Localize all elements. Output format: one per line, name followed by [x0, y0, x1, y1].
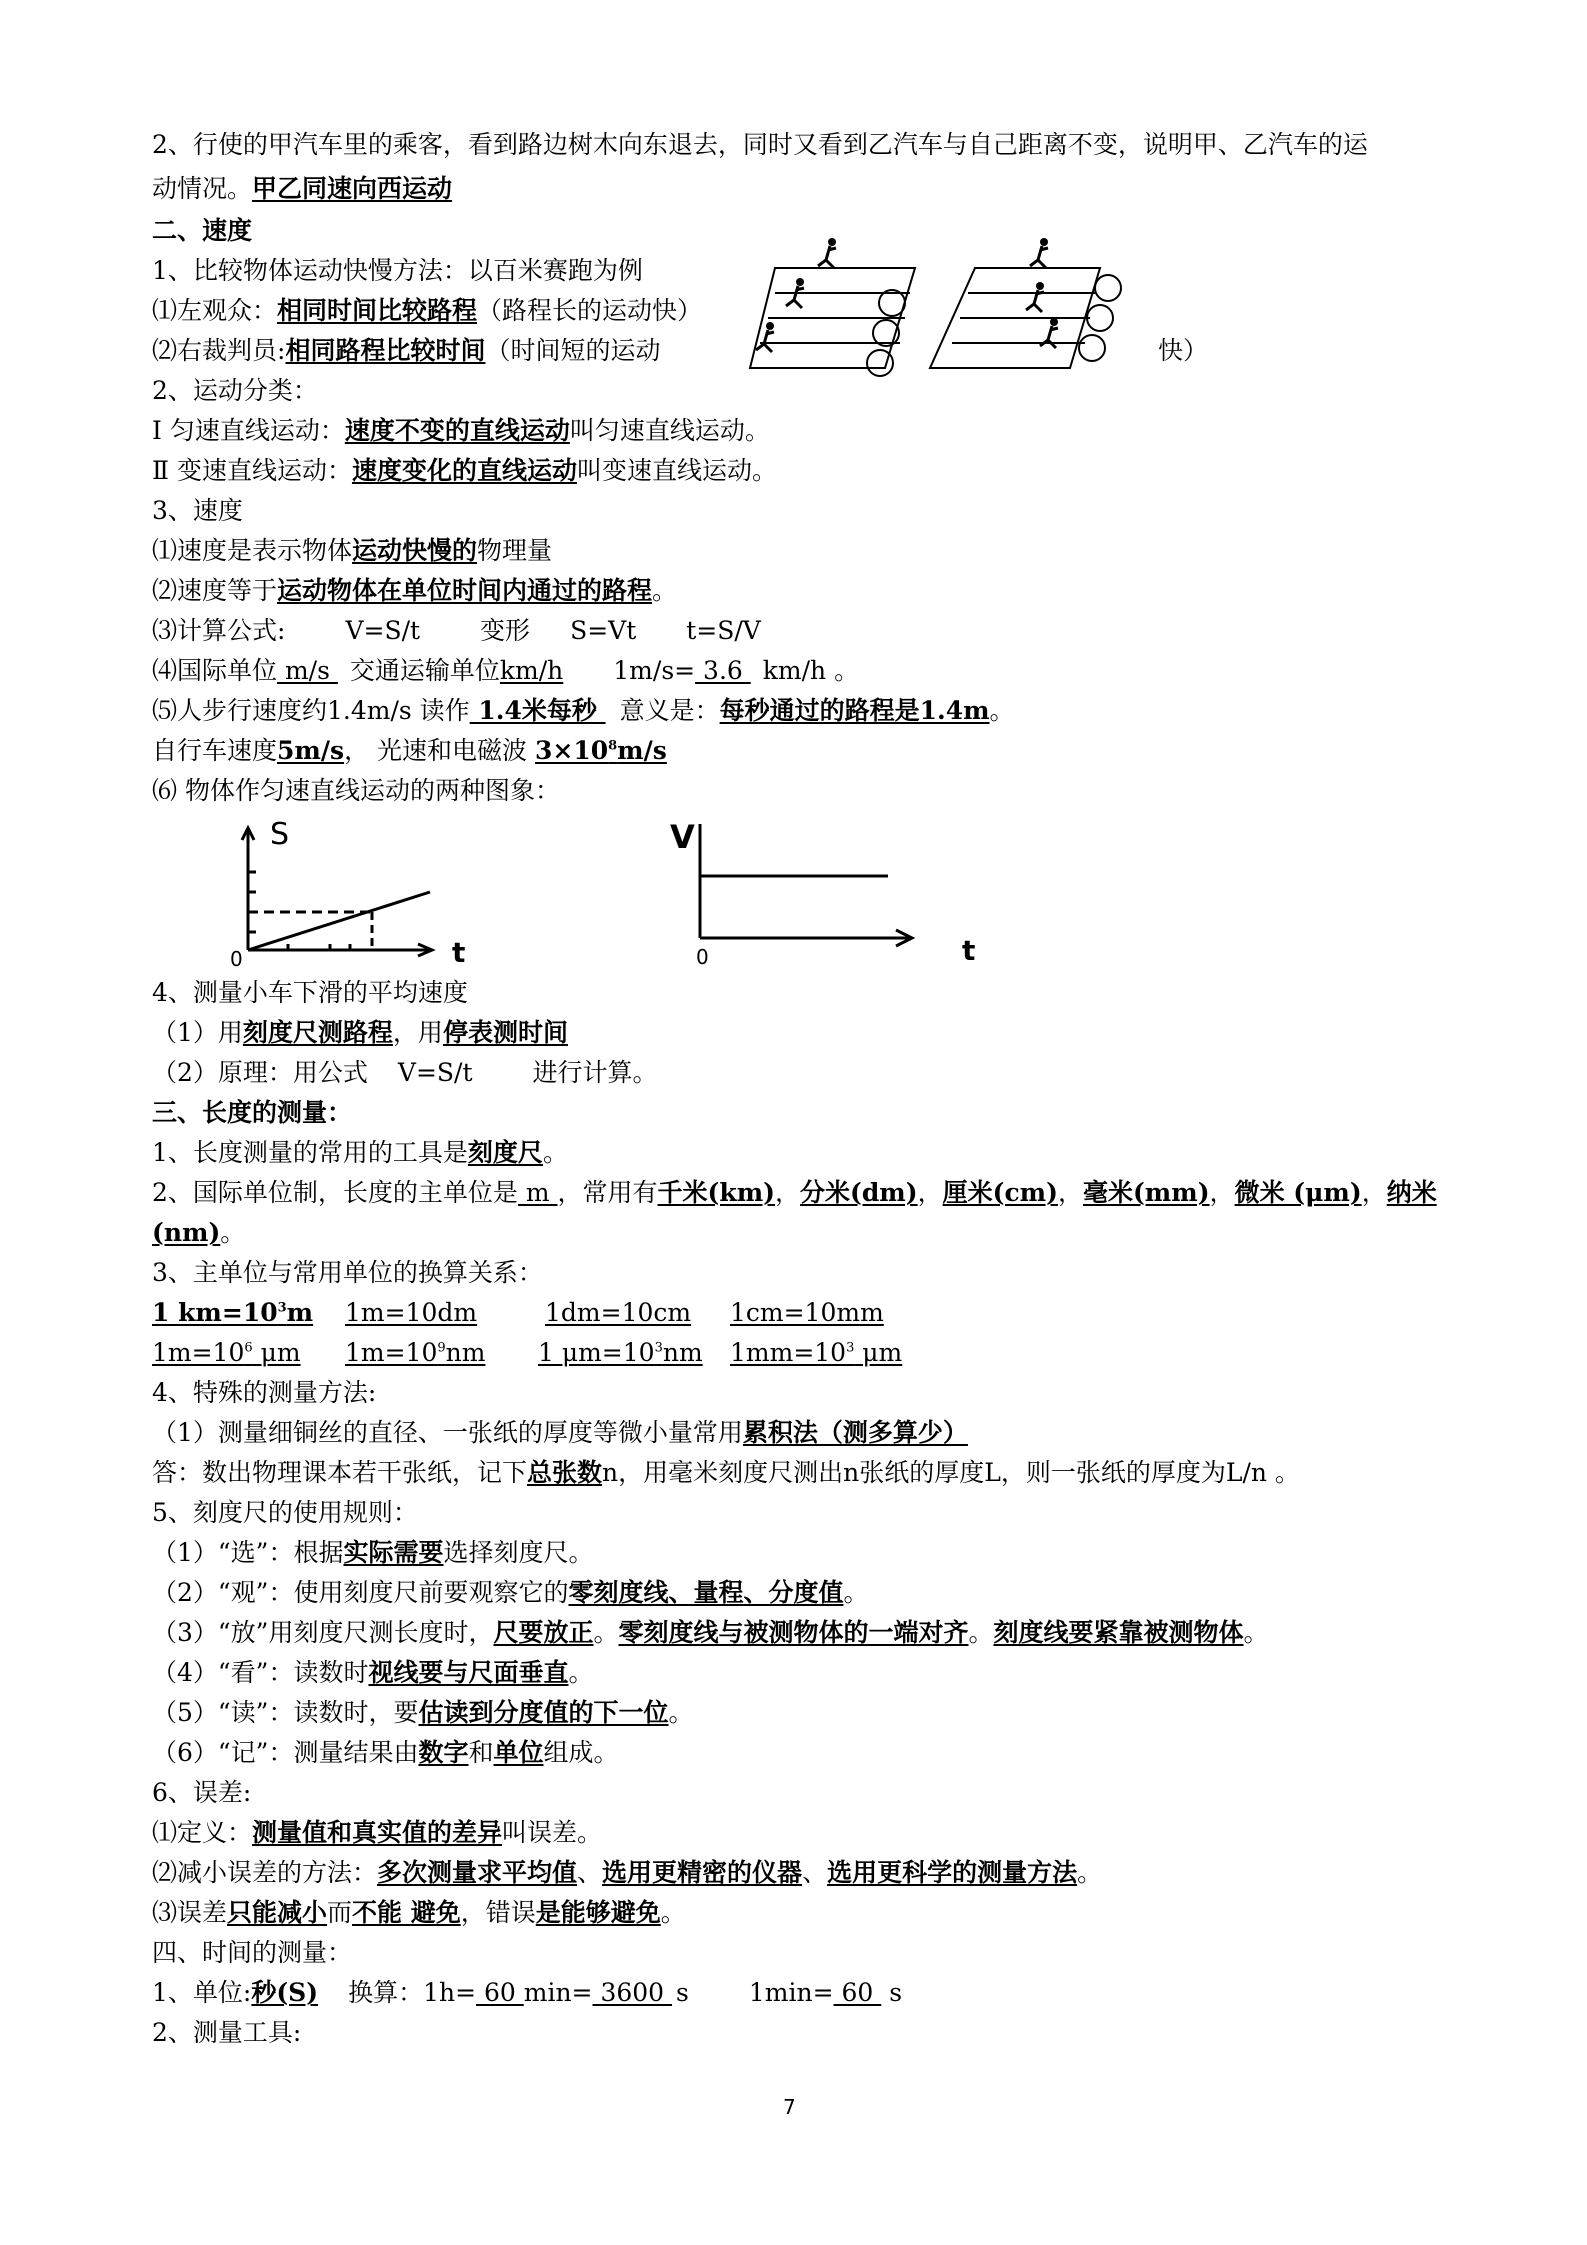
answer: 千米(km) [657, 1178, 775, 1207]
section-heading: 三、长度的测量： [152, 1098, 353, 1127]
text-line: ⑶误差只能减小而不能 避免，错误是能够避免。 [152, 1898, 686, 1927]
page-number: 7 [783, 2095, 796, 2119]
text-line: 4、特殊的测量方法: [152, 1378, 377, 1407]
origin-label: 0 [230, 947, 243, 971]
answer: 选用更精密的仪器 [602, 1858, 803, 1887]
answer: 零刻度线与被测物体的一端对齐 [618, 1618, 969, 1647]
text-line: 2、运动分类： [152, 376, 318, 405]
answer: 测量值和真实值的差异 [252, 1818, 503, 1847]
answer: 3600 [592, 1978, 673, 2007]
x-axis-label: t [452, 936, 466, 969]
answer: 运动物体在单位时间内通过的路程 [277, 576, 653, 605]
answer: 60 [476, 1978, 524, 2007]
text-line: ⑸人步行速度约1.4m/s 读作 1.4米每秒 意义是：每秒通过的路程是1.4m。 [152, 696, 1015, 725]
answer: 毫米(mm) [1082, 1178, 1210, 1207]
answer: 分米(dm) [800, 1178, 918, 1207]
vt-graph [670, 812, 990, 974]
text-line: 2、国际单位制，长度的主单位是 m ，常用有千米(km)，分米(dm)，厘米(cm)，毫米(mm)，微米 (μm)，纳米 [152, 1178, 1437, 1207]
text-line: ⑴定义：测量值和真实值的差异叫误差。 [152, 1818, 603, 1847]
answer: 不能 避免 [352, 1898, 461, 1927]
answer: 累积法（测多算少） [742, 1418, 968, 1447]
answer: m [517, 1178, 558, 1207]
conversion-cell: 1dm=10cm [545, 1298, 692, 1327]
text-line: 答：数出物理课本若干张纸，记下总张数n，用毫米刻度尺测出n张纸的厚度L，则一张纸的厚度为L/n 。 [152, 1458, 1300, 1487]
answer: 停表测时间 [442, 1018, 568, 1047]
text-line: ⑴速度是表示物体运动快慢的物理量 [152, 536, 553, 565]
race-illustration [740, 228, 1130, 393]
answer: (nm) [152, 1218, 221, 1247]
answer: 速度变化的直线运动 [351, 456, 577, 485]
origin-label: 0 [696, 945, 709, 969]
answer: 视线要与尺面垂直 [368, 1658, 569, 1687]
conversion-cell: 1cm=10mm [730, 1298, 884, 1327]
text-line: 自行车速度5m/s， 光速和电磁波 $3\times 10^8m/s$ [152, 736, 667, 765]
text-line: ⑷国际单位 m/s 交通运输单位km/h 1m/s= 3.6 km/h 。 [152, 656, 860, 685]
answer: 1.4米每秒 [469, 696, 606, 725]
answer: 尺要放正 [493, 1618, 594, 1647]
answer: 纳米 [1386, 1178, 1437, 1207]
conversion-cell: 1m=10dm [345, 1298, 478, 1327]
text-line: （1）用刻度尺测路程，用停表测时间 [152, 1018, 568, 1047]
text-line: 1、比较物体运动快慢方法：以百米赛跑为例 [152, 256, 643, 285]
answer: 选用更科学的测量方法 [827, 1858, 1078, 1887]
text-line: Ⅱ 变速直线运动：速度变化的直线运动叫变速直线运动。 [152, 456, 777, 485]
answer: km/h [499, 656, 564, 685]
text-line: Ⅰ 匀速直线运动：速度不变的直线运动叫匀速直线运动。 [152, 416, 770, 445]
text-line: 3、主单位与常用单位的换算关系： [152, 1258, 543, 1287]
text-line: 6、误差: [152, 1778, 252, 1807]
text-line: （4）“看”：读数时视线要与尺面垂直。 [152, 1658, 594, 1687]
text-line: ⑵右裁判员:相同路程比较时间（时间短的运动 [152, 336, 661, 365]
answer: 估读到分度值的下一位 [418, 1698, 669, 1727]
answer: 相同路程比较时间 [285, 336, 486, 365]
text-line: （1）测量细铜丝的直径、一张纸的厚度等微小量常用累积法（测多算少） [152, 1418, 968, 1447]
text-line: ⑴左观众：相同时间比较路程（路程长的运动快） [152, 296, 703, 325]
text-line: （3）“放”用刻度尺测长度时，尺要放正。零刻度线与被测物体的一端对齐。刻度线要紧靠被测物体。 [152, 1618, 1269, 1647]
answer: 5m/s [277, 736, 345, 765]
section-heading: 四、时间的测量： [152, 1938, 353, 1967]
answer: 刻度尺测路程 [242, 1018, 393, 1047]
st-graph [220, 812, 480, 974]
answer: 单位 [493, 1738, 544, 1767]
answer: 是能够避免 [535, 1898, 661, 1927]
text-line: 3、速度 [152, 496, 243, 525]
text-line: （2）原理：用公式 V=S/t 进行计算。 [152, 1058, 658, 1087]
text-line: 5、刻度尺的使用规则： [152, 1498, 418, 1527]
text-line: 4、测量小车下滑的平均速度 [152, 978, 468, 1007]
answer: 数字 [418, 1738, 469, 1767]
text-line: 2、行使的甲汽车里的乘客，看到路边树木向东退去，同时又看到乙汽车与自己距离不变，说明甲、乙汽车的运 [152, 130, 1368, 159]
text-line: (nm)。 [152, 1218, 246, 1247]
text-line: ⑶计算公式: V=S/t 变形 S=Vt t=S/V [152, 616, 761, 645]
conversion-cell: 1 $km=10^3m$ [152, 1298, 314, 1327]
answer: 相同时间比较路程 [277, 296, 478, 325]
text-line: （5）“读”：读数时，要估读到分度值的下一位。 [152, 1698, 694, 1727]
answer: 总张数 [527, 1458, 603, 1487]
text-line: 2、测量工具: [152, 2018, 302, 2047]
answer: 刻度线要紧靠被测物体 [993, 1618, 1244, 1647]
answer: 运动快慢的 [352, 536, 478, 565]
text-line: 动情况。甲乙同速向西运动 [152, 174, 453, 203]
conversion-cell: $1m=10^9nm$ [345, 1338, 486, 1367]
answer: 速度不变的直线运动 [344, 416, 570, 445]
answer: 3.6 [695, 656, 751, 685]
x-axis-label: t [962, 934, 976, 967]
text-line: ⑹ 物体作匀速直线运动的两种图象： [152, 776, 560, 805]
conversion-cell: $1mm=10^3$ μm [730, 1338, 903, 1367]
answer: 厘米(cm) [942, 1178, 1058, 1207]
text-line: 1、长度测量的常用的工具是刻度尺。 [152, 1138, 568, 1167]
y-axis-label: S [270, 817, 290, 852]
text-line: ⑵速度等于运动物体在单位时间内通过的路程。 [152, 576, 678, 605]
answer: 60 [833, 1978, 882, 2007]
answer: 秒(S) [251, 1978, 319, 2007]
answer: $3\times 10^8m/s$ [534, 736, 667, 765]
text-line: （2）“观”：使用刻度尺前要观察它的零刻度线、量程、分度值。 [152, 1578, 869, 1607]
answer: 零刻度线、量程、分度值 [568, 1578, 844, 1607]
answer: 微米 (μm) [1234, 1178, 1362, 1207]
text-line: ⑵减小误差的方法：多次测量求平均值、选用更精密的仪器、选用更科学的测量方法。 [152, 1858, 1103, 1887]
section-heading: 二、速度 [152, 216, 253, 245]
answer: 刻度尺 [467, 1138, 543, 1167]
conversion-cell: 1 $\mu m=10^3nm$ [538, 1338, 703, 1367]
text-line: （6）“记”：测量结果由数字和单位组成。 [152, 1738, 619, 1767]
answer: 实际需要 [343, 1538, 444, 1567]
conversion-cell: $1m=10^6$ μm [152, 1338, 301, 1367]
y-axis-label: V [670, 818, 695, 856]
text-line: 1、单位:秒(S) 换算：1h= 60 min= 3600 s 1min= 60 s [152, 1978, 903, 2007]
text-line: （1）“选”：根据实际需要选择刻度尺。 [152, 1538, 594, 1567]
text-line: 快） [1158, 336, 1209, 365]
answer: m/s [277, 656, 338, 685]
answer: 每秒通过的路程是1.4m [719, 696, 990, 725]
answer: 多次测量求平均值 [377, 1858, 578, 1887]
answer: 甲乙同速向西运动 [252, 174, 453, 203]
answer: 只能减小 [227, 1898, 328, 1927]
